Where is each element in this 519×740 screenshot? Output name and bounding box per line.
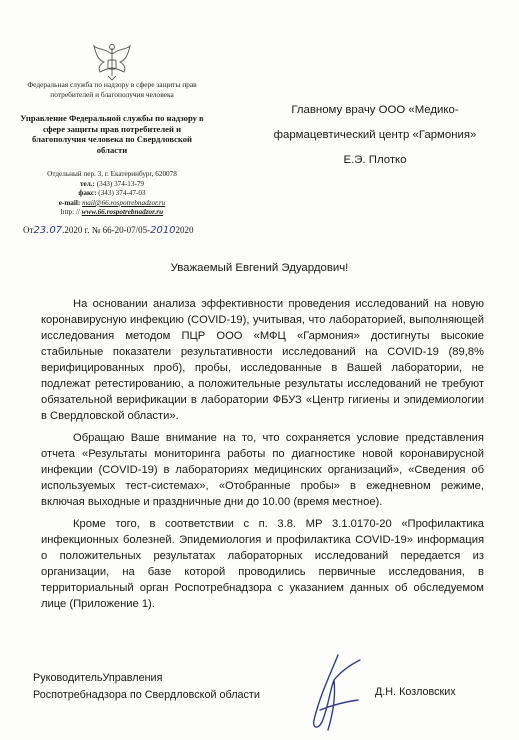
signatory-title [33, 670, 303, 703]
signatory-name: Д.Н. Козловских [375, 686, 456, 698]
coat-of-arms-emblem [90, 42, 134, 82]
email-row [20, 199, 204, 209]
recipient-line-1: Главному врачу ООО «Медико- [291, 104, 459, 116]
office-name: Управление Федеральной службы по надзору в сфере защиты прав потребителей и благополучия человека по Свердловской области [20, 113, 204, 155]
recipient-line-3: Е.Э. Плотко [343, 154, 407, 166]
paragraph-1: На основании анализа эффективности проведения исследований на новую коронавирусную инфекцию (COVID-19), учитывая, что лабораторией, выполняющей исследования методом ПЦР ООО «МФЦ «Гармония» достигнуты высокие стабильные показатели результативности исследований на COVID-19 (89,8% верифицированных проб), пробы, исследованные в Вашей лаборатории, не подлежат ретестированию, а положительные результаты исследований не требуют обязательной верификации в лаборатории ФБУЗ «Центр гигиены и эпидемиологии в Свердловской области». [41, 298, 484, 422]
sender-contacts [20, 170, 204, 218]
phone-value: (343) 374-13-79 [96, 179, 145, 188]
phone-row [20, 180, 204, 190]
fax-row [20, 189, 204, 199]
phone-label: тел.: [79, 179, 95, 188]
salutation: Уважаемый Евгений Эдуардович! [170, 262, 349, 274]
ref-prefix: От [23, 225, 34, 235]
email-link[interactable]: mail@66.rospotrebnadzor.ru [82, 198, 166, 207]
ref-number: .2020 г. № 66-20-07/05- [62, 225, 151, 235]
fax-value: (343) 374-47-03 [98, 189, 146, 198]
email-label: e-mail: [58, 198, 81, 207]
recipient-line-2: фармацевтический центр «Гармония» [273, 129, 477, 141]
ref-year: 2020 [175, 225, 194, 235]
ref-date-handwritten: 23.07 [33, 225, 63, 236]
web-row [20, 208, 204, 218]
handwritten-signature [300, 650, 370, 735]
letter-body [41, 296, 484, 618]
recipient-block [250, 98, 500, 173]
paragraph-2: Обращаю Ваше внимание на то, что сохраняется условие представления отчета «Результаты мониторинга работы по диагностике новой коронавирусной инфекции (COVID-19) в лабораториях медицинских организаций», «Сведения об используемых тест-системах», «Отобранные пробы» в ежедневном режиме, включая выходные и праздничные дни до 10.00 (время местное). [41, 432, 484, 508]
paragraph-3: Кроме того, в соответствии с п. 3.8. МР 3.1.0170-20 «Профилактика инфекционных болезней. Эпидемиология и профилактика COVID-19» информация о положительных результатах лабораторных исследований передается из организации, на базе которой проводились первичные исследования, в территориальный орган Роспотребнадзора с указанием данных об обследуемом лице (Приложение 1). [41, 518, 484, 610]
fax-label: факс: [78, 189, 97, 198]
sender-address: Отдельный пер. 3, г. Екатеринбург, 620078 [47, 170, 177, 178]
web-link[interactable]: www.66.rospotrebnadzor.ru [81, 208, 164, 217]
ref-number-handwritten: 2010 [150, 225, 176, 236]
web-label: http: // [60, 208, 80, 217]
outgoing-reference [23, 224, 223, 237]
signatory-title-line-2: Роспотребнадзора по Свердловской области [33, 688, 260, 701]
signatory-title-line-1: РуководительУправления [33, 672, 163, 684]
agency-name-small: Федеральная служба по надзору в сфере защиты прав потребителей и благополучия человека [27, 80, 197, 99]
